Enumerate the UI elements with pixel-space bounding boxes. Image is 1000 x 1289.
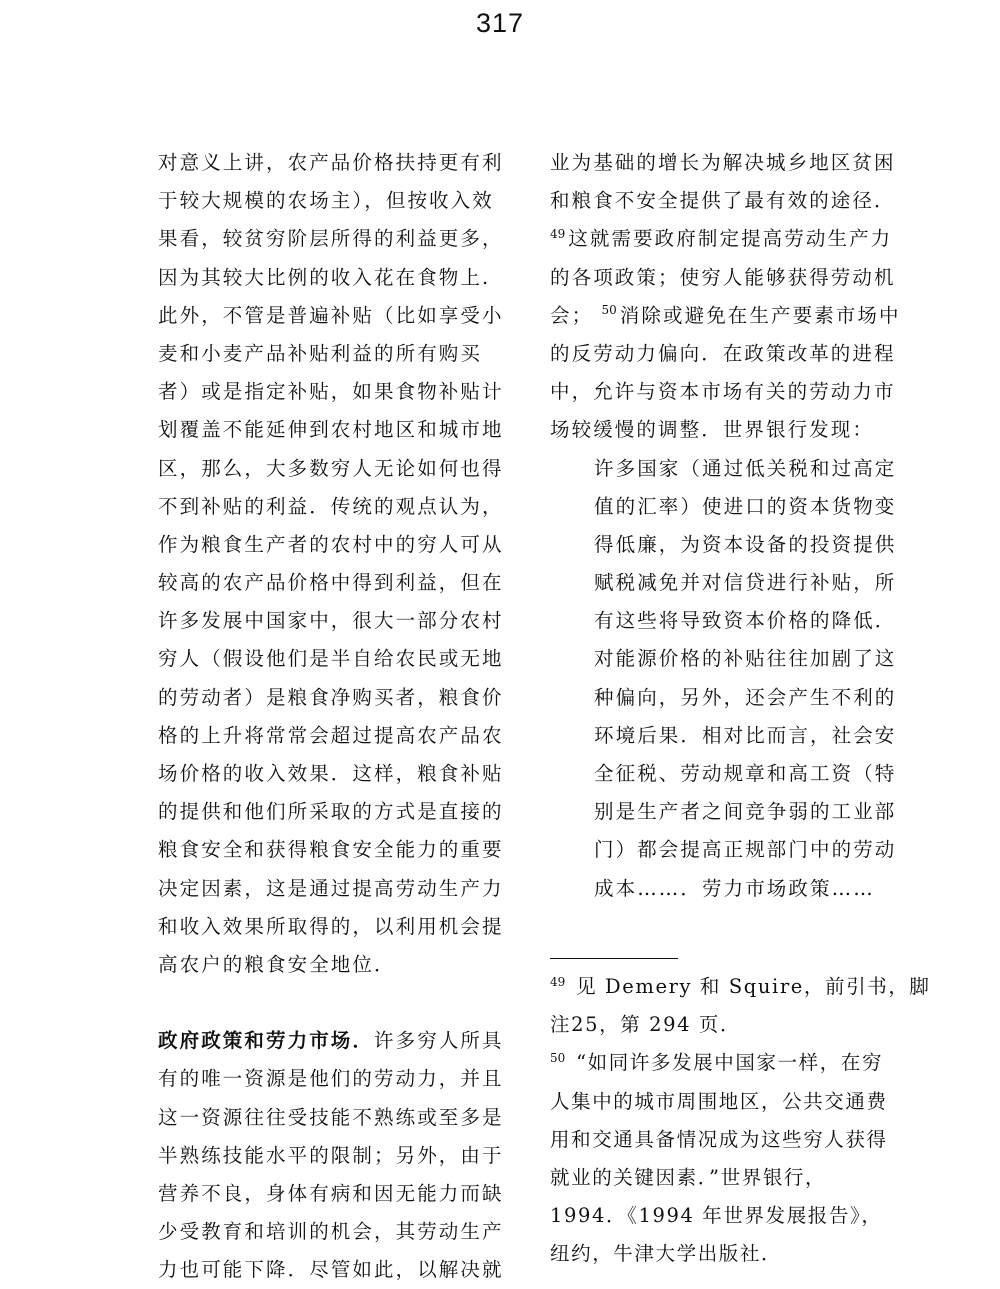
footnote-number: 49 xyxy=(550,974,566,989)
text-line: 中，允许与资本市场有关的劳动力市 xyxy=(550,380,896,404)
text-line: 营养不良，身体有病和因无能力而缺 xyxy=(158,1181,504,1205)
text-line: 于较大规模的农场主），但按收入效 xyxy=(158,189,494,213)
text-line: 的各项政策；使穷人能够获得劳动机 xyxy=(550,265,896,289)
text-line: 场价格的收入效果．这样，粮食补贴 xyxy=(158,762,504,785)
footnote-divider xyxy=(550,958,678,959)
footnote-line: 人集中的城市周围地区，公共交通费 xyxy=(550,1089,888,1113)
text-line: 的提供和他们所采取的方式是直接的 xyxy=(158,800,504,824)
text-line: 较高的农产品价格中得到利益，但在 xyxy=(158,571,504,595)
footnote-line: 就业的关键因素．”世界银行， xyxy=(550,1165,827,1189)
paragraph-gap xyxy=(158,984,516,1022)
text-line: 和收入效果所取得的，以利用机会提 xyxy=(158,914,504,938)
text-line: 和粮食不安全提供了最有效的途径． xyxy=(550,189,896,213)
footnote-text: “如同许多发展中国家一样，在穷 xyxy=(576,1051,884,1075)
quote-line: 环境后果．相对比而言，社会安 xyxy=(594,723,897,747)
right-column xyxy=(550,144,910,908)
text-line: 划覆盖不能延伸到农村地区和城市地 xyxy=(158,418,504,442)
text-line: 穷人（假设他们是半自给农民或无地 xyxy=(158,647,504,671)
footnote-ref-50[interactable]: 50 xyxy=(601,303,617,318)
text-fragment: 会； xyxy=(550,303,594,327)
text-line-with-ref xyxy=(550,220,910,258)
footnote-line: 用和交通具备情况成为这些穷人获得 xyxy=(550,1127,888,1151)
text-line: 不到补贴的利益．传统的观点认为， xyxy=(158,494,504,518)
text-line: 有的唯一资源是他们的劳动力，并且 xyxy=(158,1067,504,1091)
text-line: 场较缓慢的调整．世界银行发现： xyxy=(550,418,875,442)
text-line: 此外，不管是普遍补贴（比如享受小 xyxy=(158,303,504,327)
text-line: 的反劳动力偏向．在政策改革的进程 xyxy=(550,341,896,365)
quote-line: 许多国家（通过低关税和过高定 xyxy=(594,456,897,480)
text-line: 少受教育和培训的机会，其劳动生产 xyxy=(158,1220,504,1244)
quote-line: 种偏向，另外，还会产生不利的 xyxy=(594,685,897,709)
footnote-49 xyxy=(550,968,931,1006)
text-line: 的劳动者）是粮食净购买者，粮食价 xyxy=(158,685,504,709)
page-number: 317 xyxy=(475,8,525,38)
text-line: 格的上升将常常会超过提高农产品农 xyxy=(158,723,504,747)
text-line: 对意义上讲，农产品价格扶持更有利 xyxy=(158,151,504,174)
footnote-line: 注25，第 294 页． xyxy=(550,1013,742,1037)
quote-line: 别是生产者之间竞争弱的工业部 xyxy=(594,800,897,824)
text-line-with-ref xyxy=(550,297,910,335)
text-line: 粮食安全和获得粮食安全能力的重要 xyxy=(158,838,504,862)
text-line: 半熟练技能水平的限制；另外，由于 xyxy=(158,1143,504,1167)
text-line: 因为其较大比例的收入花在食物上. xyxy=(158,265,491,289)
text-line: 作为粮食生产者的农村中的穷人可从 xyxy=(158,532,504,556)
quote-line: 全征税、劳动规章和高工资（特 xyxy=(594,762,897,785)
section-heading: 政府政策和劳力市场． xyxy=(158,1029,375,1053)
quote-line: 赋税减免并对信贷进行补贴，所 xyxy=(594,571,897,595)
quote-line: 成本……．劳力市场政策…… xyxy=(594,876,875,900)
quote-line: 有这些将导致资本价格的降低． xyxy=(594,609,897,633)
footnotes xyxy=(550,968,931,1274)
footnote-line: 1994．《1994 年世界发展报告》， xyxy=(550,1204,883,1228)
text-line: 业为基础的增长为解决城乡地区贫困 xyxy=(550,151,896,174)
quote-line: 值的汇率）使进口的资本货物变 xyxy=(594,494,897,518)
block-quote xyxy=(550,450,910,908)
left-column xyxy=(158,144,516,1289)
text-line: 麦和小麦产品补贴利益的所有购买 xyxy=(158,341,483,365)
text-line: 许多发展中国家中，很大一部分农村 xyxy=(158,609,504,633)
footnote-line: 纽约，牛津大学出版社． xyxy=(550,1242,783,1266)
text-line: 这一资源往往受技能不熟练或至多是 xyxy=(158,1105,504,1129)
text-fragment: 这就需要政府制定提高劳动生产力 xyxy=(568,227,893,251)
quote-line: 得低廉，为资本设备的投资提供 xyxy=(594,532,897,556)
text-line: 者）或是指定补贴，如果食物补贴计 xyxy=(158,380,504,404)
text-line: 高农户的粮食安全地位． xyxy=(158,952,396,976)
quote-line: 门）都会提高正规部门中的劳动 xyxy=(594,838,897,862)
text-line: 力也可能下降．尽管如此，以解决就 xyxy=(158,1258,504,1282)
footnote-50 xyxy=(550,1044,910,1082)
text-fragment: 许多穷人所具 xyxy=(374,1029,504,1053)
footnote-ref-49[interactable]: 49 xyxy=(550,226,566,241)
footnote-text: 见 Demery 和 Squire，前引书，脚 xyxy=(576,975,931,998)
text-line: 果看，较贫穷阶层所得的利益更多， xyxy=(158,227,504,251)
quote-line: 对能源价格的补贴往往加剧了这 xyxy=(594,647,897,671)
text-line: 决定因素，这是通过提高劳动生产力 xyxy=(158,876,504,900)
text-line: 区，那么，大多数穷人无论如何也得 xyxy=(158,456,504,480)
text-fragment: 消除或避免在生产要素市场中 xyxy=(619,303,901,327)
footnote-number: 50 xyxy=(550,1050,566,1065)
section-heading-line xyxy=(158,1022,516,1060)
